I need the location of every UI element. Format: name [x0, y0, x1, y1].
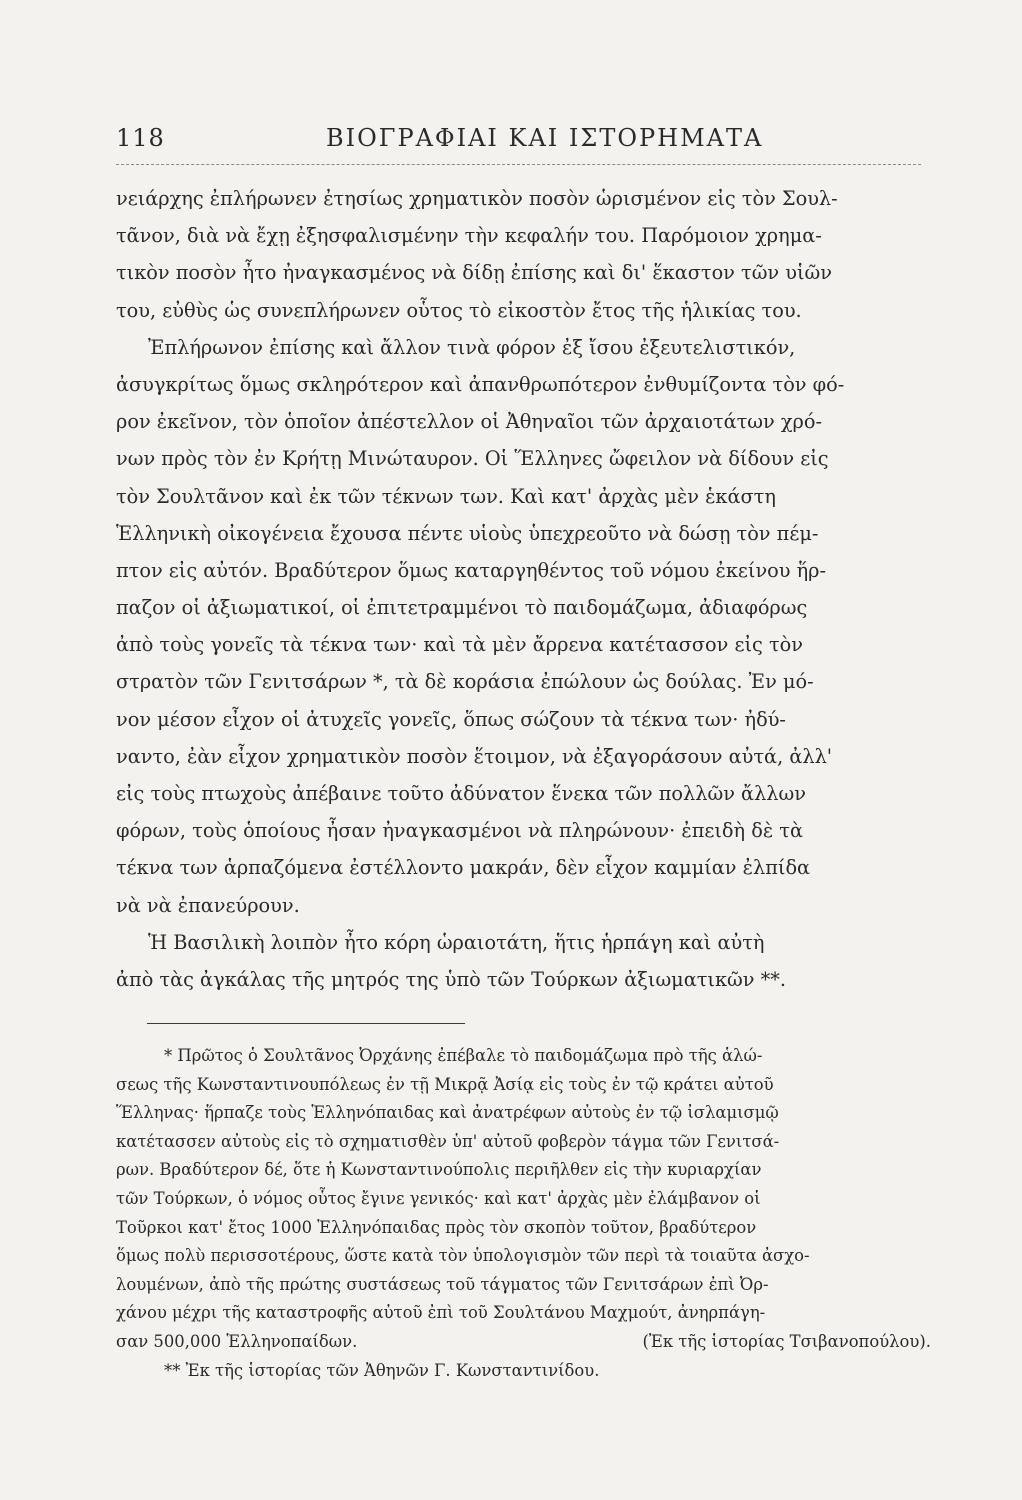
footnote-final-text: σαν 500,000 Ἑλληνοπαίδων.: [116, 1331, 358, 1351]
footnote-line: * Πρῶτος ὁ Σουλτᾶνος Ὀρχάνης ἐπέβαλε τὸ παιδομάζωμα πρὸ τῆς ἁλώ-: [164, 1046, 763, 1065]
footnote-line: ὅμως πολὺ περισσοτέρους, ὥστε κατὰ τὸν ὑπολογισμὸν τῶν περὶ τὰ τοιαῦτα ἀσχο-: [116, 1246, 810, 1266]
text-line: Ἡ Βασιλικὴ λοιπὸν ἦτο κόρη ὡραιοτάτη, ἥτις ἡρπάγη καὶ αὐτὴ: [148, 930, 765, 954]
text-line: ρον ἐκεῖνον, τὸν ὁποῖον ἀπέστελλον οἱ Ἀθηναῖοι τῶν ἀρχαιοτάτων χρό-: [116, 410, 822, 434]
main-text: [116, 180, 931, 998]
footnote-line: [116, 1328, 931, 1357]
text-line: ἀσυγκρίτως ὅμως σκληρότερον καὶ ἀπανθρωπότερον ἐνθυμίζοντα τὸν φό-: [116, 372, 845, 396]
text-line: Ἑλληνικὴ οἰκογένεια ἔχουσα πέντε υἱοὺς ὑπεχρεοῦτο νὰ δώσῃ τὸν πέμ-: [116, 521, 819, 545]
footnote-line: ρων. Βραδύτερον δέ, ὅτε ἡ Κωνσταντινούπολις περιῆλθεν εἰς τὴν κυριαρχίαν: [116, 1160, 762, 1180]
text-line: νειάρχης ἐπλήρωνεν ἐτησίως χρηματικὸν ποσὸν ὡρισμένον εἰς τὸν Σουλ-: [116, 187, 838, 210]
text-line: παζον οἱ ἀξιωματικοί, οἱ ἐπιτετραμμένοι τὸ παιδομάζωμα, ἀδιαφόρως: [116, 596, 808, 620]
footnote-line: χάνου μέχρι τῆς καταστροφῆς αὐτοῦ ἐπὶ τοῦ Σουλτάνου Μαχμούτ, ἀνηρπάγη-: [116, 1303, 766, 1323]
text-line: Ἐπλήρωνον ἐπίσης καὶ ἄλλον τινὰ φόρον ἐξ ἴσου ἐξευτελιστικόν,: [148, 335, 796, 359]
footnote-line: Ἕλληνας· ἥρπαζε τοὺς Ἑλληνόπαιδας καὶ ἀνατρέφων αὐτοὺς ἐν τῷ ἰσλαμισμῷ: [116, 1103, 779, 1123]
text-line: ναντο, ἐὰν εἶχον χρηματικὸν ποσὸν ἕτοιμον, νὰ ἐξαγοράσουν αὐτά, ἀλλ': [116, 744, 833, 768]
footnote-line: λουμένων, ἀπὸ τῆς πρώτης συστάσεως τοῦ τάγματος τῶν Γενιτσάρων ἐπὶ Ὀρ-: [116, 1274, 769, 1294]
footnote-divider: [147, 1023, 465, 1024]
page-number: 118: [116, 124, 165, 152]
footnote-line: σεως τῆς Κωνσταντινουπόλεως ἐν τῇ Μικρᾷ Ἀσίᾳ εἰς τοὺς ἐν τῷ κράτει αὐτοῦ: [116, 1074, 774, 1094]
footnote-line: Τοῦρκοι κατ' ἔτος 1000 Ἑλληνόπαιδας πρὸς τὸν σκοπὸν τοῦτον, βραδύτερον: [116, 1217, 757, 1237]
text-line: ἀπὸ τοὺς γονεῖς τὰ τέκνα των· καὶ τὰ μὲν ἄρρενα κατέτασσον εἰς τὸν: [116, 633, 803, 657]
page-header: [116, 124, 916, 164]
text-line: ἀπὸ τὰς ἀγκάλας τῆς μητρός της ὑπὸ τῶν Τούρκων ἀξιωματικῶν **.: [116, 967, 786, 991]
running-title: ΒΙΟΓΡΑΦΙΑΙ ΚΑΙ ΙΣΤΟΡΗΜΑΤΑ: [326, 124, 764, 152]
text-line: νων πρὸς τὸν ἐν Κρήτῃ Μινώταυρον. Οἱ Ἕλληνες ὤφειλον νὰ δίδουν εἰς: [116, 447, 829, 471]
text-line: τᾶνον, διὰ νὰ ἔχῃ ἐξησφαλισμένην τὴν κεφαλήν του. Παρόμοιον χρημα-: [116, 224, 822, 248]
footnote-2: ** Ἐκ τῆς ἱστορίας τῶν Ἀθηνῶν Γ. Κωνσταντινίδου.: [164, 1360, 600, 1380]
text-line: τὸν Σουλτᾶνον καὶ ἐκ τῶν τέκνων των. Καὶ κατ' ἀρχὰς μὲν ἑκάστη: [116, 484, 776, 508]
header-divider: [116, 164, 921, 165]
text-line: του, εὐθὺς ὡς συνεπλήρωνεν οὗτος τὸ εἰκοστὸν ἔτος τῆς ἡλικίας του.: [116, 298, 802, 322]
text-line: νον μέσον εἶχον οἱ ἀτυχεῖς γονεῖς, ὅπως σώζουν τὰ τέκνα των· ἠδύ-: [116, 707, 786, 731]
text-line: πτον εἰς αὐτόν. Βραδύτερον ὅμως καταργηθέντος τοῦ νόμου ἐκείνου ἥρ-: [116, 558, 827, 582]
text-line: στρατὸν τῶν Γενιτσάρων *, τὰ δὲ κοράσια ἐπώλουν ὡς δούλας. Ἐν μό-: [116, 670, 814, 694]
text-line: τικὸν ποσὸν ἦτο ἠναγκασμένος νὰ δίδῃ ἐπίσης καὶ δι' ἕκαστον τῶν υἱῶν: [116, 261, 832, 285]
text-line: τέκνα των ἁρπαζόμενα ἐστέλλοντο μακράν, δὲν εἶχον καμμίαν ἐλπίδα: [116, 856, 811, 880]
footnote-source: (Ἐκ τῆς ἱστορίας Τσιβανοπούλου).: [642, 1331, 931, 1351]
footnotes: [116, 1042, 931, 1385]
text-line: νὰ νὰ ἐπανεύρουν.: [116, 893, 300, 917]
footnote-line: τῶν Τούρκων, ὁ νόμος οὗτος ἔγινε γενικός· καὶ κατ' ἀρχὰς μὲν ἐλάμβανον οἱ: [116, 1188, 761, 1208]
footnote-line: κατέτασσεν αὐτοὺς εἰς τὸ σχηματισθὲν ὑπ' αὐτοῦ φοβερὸν τάγμα τῶν Γενιτσά-: [116, 1131, 780, 1151]
text-line: εἰς τοὺς πτωχοὺς ἀπέβαινε τοῦτο ἀδύνατον ἕνεκα τῶν πολλῶν ἄλλων: [116, 782, 806, 805]
text-line: φόρων, τοὺς ὁποίους ἦσαν ἠναγκασμένοι νὰ πληρώνουν· ἐπειδὴ δὲ τὰ: [116, 819, 803, 843]
